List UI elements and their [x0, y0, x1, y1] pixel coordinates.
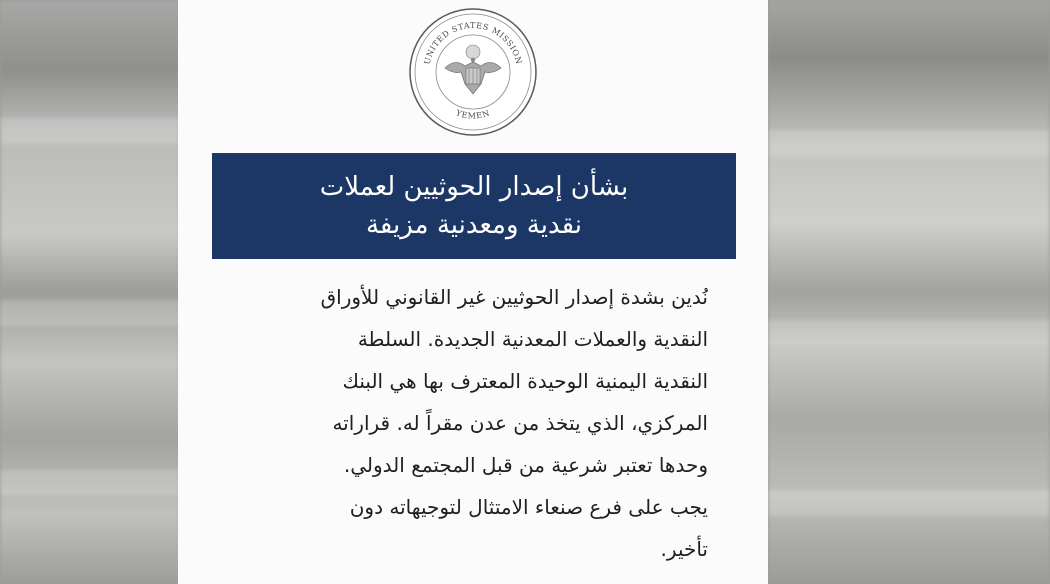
body-line: النقدية والعملات المعدنية الجديدة. السلطة	[357, 327, 708, 351]
blur-band	[0, 470, 180, 496]
statement-body	[238, 276, 708, 570]
body-line: يجب على فرع صنعاء الامتثال لتوجيهاته دون	[349, 495, 708, 519]
blur-band	[0, 300, 180, 326]
body-line: المركزي، الذي يتخذ من عدن مقراً له. قراراته	[332, 411, 708, 435]
statement-card	[178, 0, 768, 584]
body-line: تأخير.	[660, 537, 708, 561]
seal-emblem-icon	[407, 6, 539, 138]
blur-band	[768, 320, 1050, 346]
headline-banner	[212, 153, 736, 259]
headline-line-1: بشأن إصدار الحوثيين لعملات	[319, 172, 629, 202]
headline-line-2: نقدية ومعدنية مزيفة	[365, 210, 583, 240]
blur-band	[0, 118, 180, 144]
svg-text:UNITED STATES MISSION: UNITED STATES MISSION	[422, 20, 524, 66]
blur-band	[768, 130, 1050, 156]
blurred-background-right	[768, 0, 1050, 584]
body-line: وحدها تعتبر شرعية من قبل المجتمع الدولي.	[343, 453, 708, 477]
blurred-background-left	[0, 0, 180, 584]
us-mission-yemen-seal	[407, 6, 539, 138]
svg-text:YEMEN: YEMEN	[454, 108, 492, 121]
blur-band	[768, 490, 1050, 516]
body-line: النقدية اليمنية الوحيدة المعترف بها هي البنك	[342, 369, 708, 393]
body-line: نُدين بشدة إصدار الحوثيين غير القانوني للأوراق	[320, 285, 708, 309]
